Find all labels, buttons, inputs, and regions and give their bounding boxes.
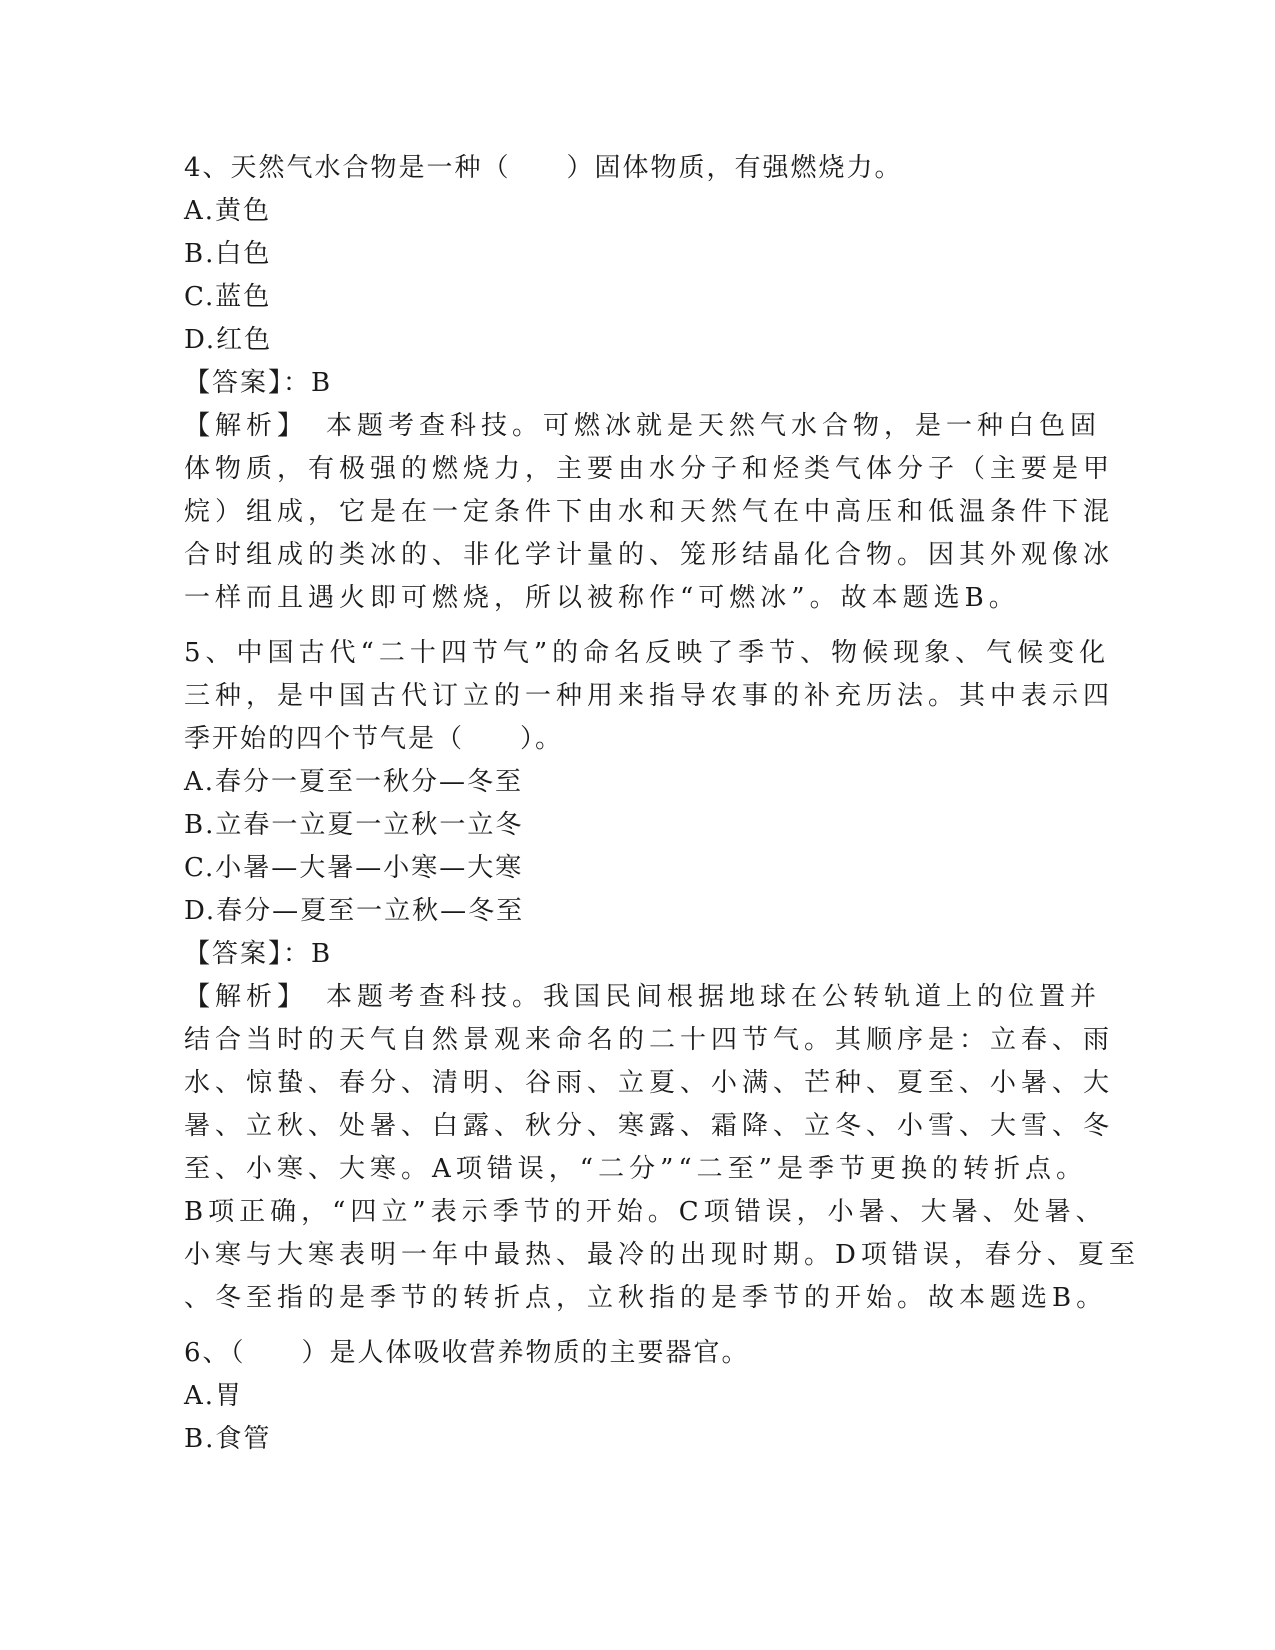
question-stem: 季开始的四个节气是（ ）。 — [184, 724, 564, 754]
question-stem: 4、天然气水合物是一种（ ）固体物质，有强燃烧力。 — [184, 153, 903, 183]
explanation-line: 体物质，有极强的燃烧力，主要由水分子和烃类气体分子（主要是甲 — [184, 454, 1115, 484]
explanation-line: 、冬至指的是季节的转折点，立秋指的是季节的开始。故本题选B。 — [184, 1283, 1108, 1313]
answer: 【答案】：B — [184, 368, 333, 398]
question-stem: 6、（ ）是人体吸收营养物质的主要器官。 — [184, 1338, 750, 1368]
option-a: A.胃 — [184, 1381, 244, 1411]
question-4 — [184, 147, 1115, 620]
question-stem: 三种，是中国古代订立的一种用来指导农事的补充历法。其中表示四 — [184, 681, 1115, 711]
option-b: B.食管 — [184, 1424, 272, 1454]
option-a: A.黄色 — [184, 196, 272, 226]
explanation-line: 烷）组成，它是在一定条件下由水和天然气在中高压和低温条件下混 — [184, 497, 1115, 527]
option-a: A.春分一夏至一秋分—冬至 — [184, 767, 524, 797]
option-c: C.蓝色 — [184, 282, 272, 312]
option-c: C.小暑—大暑—小寒—大寒 — [184, 853, 524, 883]
explanation-line: B项正确，“四立”表示季节的开始。C项错误，小暑、大暑、处暑、 — [184, 1197, 1107, 1227]
option-d: D.红色 — [184, 325, 273, 355]
question-6 — [184, 1332, 1084, 1461]
explanation-line: 水、惊蛰、春分、清明、谷雨、立夏、小满、芒种、夏至、小暑、大 — [184, 1068, 1115, 1098]
explanation-line: 暑、立秋、处暑、白露、秋分、寒露、霜降、立冬、小雪、大雪、冬 — [184, 1111, 1115, 1141]
option-d: D.春分—夏至一立秋—冬至 — [184, 896, 525, 926]
question-stem: 5、中国古代“二十四节气”的命名反映了季节、物候现象、气候变化 — [184, 638, 1111, 668]
explanation-line: 一样而且遇火即可燃烧，所以被称作“可燃冰”。故本题选B。 — [184, 583, 1020, 613]
option-b: B.立春一立夏一立秋一立冬 — [184, 810, 524, 840]
explanation-line: 小寒与大寒表明一年中最热、最冷的出现时期。D项错误，春分、夏至 — [184, 1240, 1140, 1270]
question-5 — [184, 632, 1140, 1320]
explanation-line: 至、小寒、大寒。A项错误，“二分”“二至”是季节更换的转折点。 — [184, 1154, 1087, 1184]
answer: 【答案】：B — [184, 939, 333, 969]
explanation-line: 合时组成的类冰的、非化学计量的、笼形结晶化合物。因其外观像冰 — [184, 540, 1115, 570]
explanation-line: 【解析】 本题考查科技。可燃冰就是天然气水合物，是一种白色固 — [184, 411, 1102, 441]
document-page — [184, 147, 1140, 1461]
explanation-line: 结合当时的天气自然景观来命名的二十四节气。其顺序是：立春、雨 — [184, 1025, 1115, 1055]
option-b: B.白色 — [184, 239, 272, 269]
explanation-line: 【解析】 本题考查科技。我国民间根据地球在公转轨道上的位置并 — [184, 982, 1102, 1012]
